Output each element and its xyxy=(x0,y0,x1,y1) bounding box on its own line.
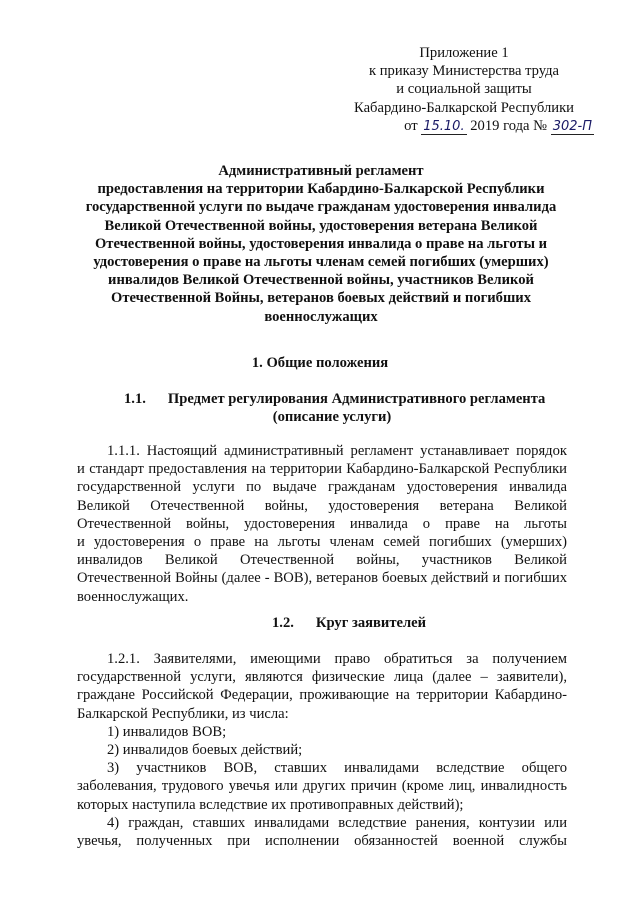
paragraph-line: Балкарской Республики, из числа: xyxy=(77,705,289,722)
title-line: инвалидов Великой Отечественной войны, участников Великой xyxy=(108,272,534,289)
appendix-republic-line: Кабардино-Балкарской Республики xyxy=(354,99,574,116)
title-line: государственной услуги по выдаче гражданам удостоверения инвалида xyxy=(85,199,557,216)
title-line: военнослужащих xyxy=(264,308,378,325)
paragraph-line: 1.2.1. Заявителями, имеющими право обратиться за получением xyxy=(107,651,567,667)
title-line: удостоверения о праве на льготы членам семей погибших (умерших) xyxy=(93,254,549,271)
paragraph-line: и стандарт предоставления на территории Кабардино-Балкарской Республики xyxy=(77,461,567,478)
subsection-title: Круг заявителей xyxy=(315,615,427,631)
paragraph-line: военнослужащих. xyxy=(77,588,189,605)
list-item: 2) инвалидов боевых действий; xyxy=(107,742,303,759)
paragraph-line: Отечественной Войны (далее - ВОВ), ветеранов боевых действий и погибших xyxy=(77,570,567,587)
appendix-block xyxy=(334,44,594,135)
paragraph-line: 1.1.1. Настоящий административный регламент устанавливает порядок xyxy=(107,443,567,459)
paragraph-line: инвалидов Великой Отечественной войны, участников Великой xyxy=(77,552,567,569)
subsection-number: 1.1. xyxy=(124,391,146,407)
date-prefix: от xyxy=(404,117,418,134)
paragraph-line: государственной услуги, являются физические лица (далее – заявители), xyxy=(77,669,567,686)
list-item: 3) участников ВОВ, ставших инвалидами вследствие общего xyxy=(107,760,567,777)
paragraph-line: заболевания, трудового увечья или других причин (кроме лиц, инвалидность xyxy=(77,778,567,795)
title-line: предоставления на территории Кабардино-Балкарской Республики xyxy=(97,181,545,198)
title-line: Великой Отечественной войны, удостоверения ветерана Великой xyxy=(104,217,538,234)
subsection-title-cont: (описание услуги) xyxy=(272,409,392,425)
handwritten-order-number: 302-П xyxy=(552,118,592,134)
paragraph-line: государственной услуги по выдаче гражданам удостоверения инвалида xyxy=(77,479,567,496)
subsection-heading xyxy=(272,614,426,632)
subsection-title: Предмет регулирования Административного регламента xyxy=(167,391,546,407)
paragraph-line: и удостоверения о праве на льготы членам семей погибших (умерших) xyxy=(77,534,567,551)
paragraph-line: Великой Отечественной войны, удостоверения ветерана Великой xyxy=(77,497,567,514)
list-item: 4) граждан, ставших инвалидами вследствие ранения, контузии или xyxy=(107,814,567,831)
section-heading: 1. Общие положения xyxy=(251,355,389,371)
paragraph-1-1-1 xyxy=(77,442,567,606)
appendix-date-line xyxy=(334,117,594,135)
paragraph-line: Отечественной войны, удостоверения инвалида о праве на льготы xyxy=(77,515,567,532)
list-item: 1) инвалидов ВОВ; xyxy=(107,723,227,740)
paragraph-line: которых наступила вследствие их противоправных действий); xyxy=(77,796,464,813)
appendix-title: Приложение 1 xyxy=(419,45,509,61)
year-number-label: 2019 года № xyxy=(470,117,548,134)
handwritten-date: 15.10. xyxy=(423,118,465,134)
title-line: Отечественной войны, удостоверения инвалида о праве на льготы и xyxy=(94,235,548,252)
subsection-heading xyxy=(124,390,545,408)
paragraph-line: граждане Российской Федерации, проживающие на территории Кабардино- xyxy=(77,687,567,704)
title-line: Отечественной Войны, ветеранов боевых действий и погибших xyxy=(110,290,531,307)
appendix-order-line: к приказу Министерства труда xyxy=(368,63,560,80)
subsection-number: 1.2. xyxy=(272,615,294,631)
appendix-ministry-line: и социальной защиты xyxy=(396,81,532,98)
document-title xyxy=(80,162,562,326)
title-line: Административный регламент xyxy=(218,163,424,179)
paragraph-line: увечья, полученных при исполнении обязанностей военной службы xyxy=(77,833,567,850)
paragraph-1-2-1 xyxy=(77,650,567,850)
